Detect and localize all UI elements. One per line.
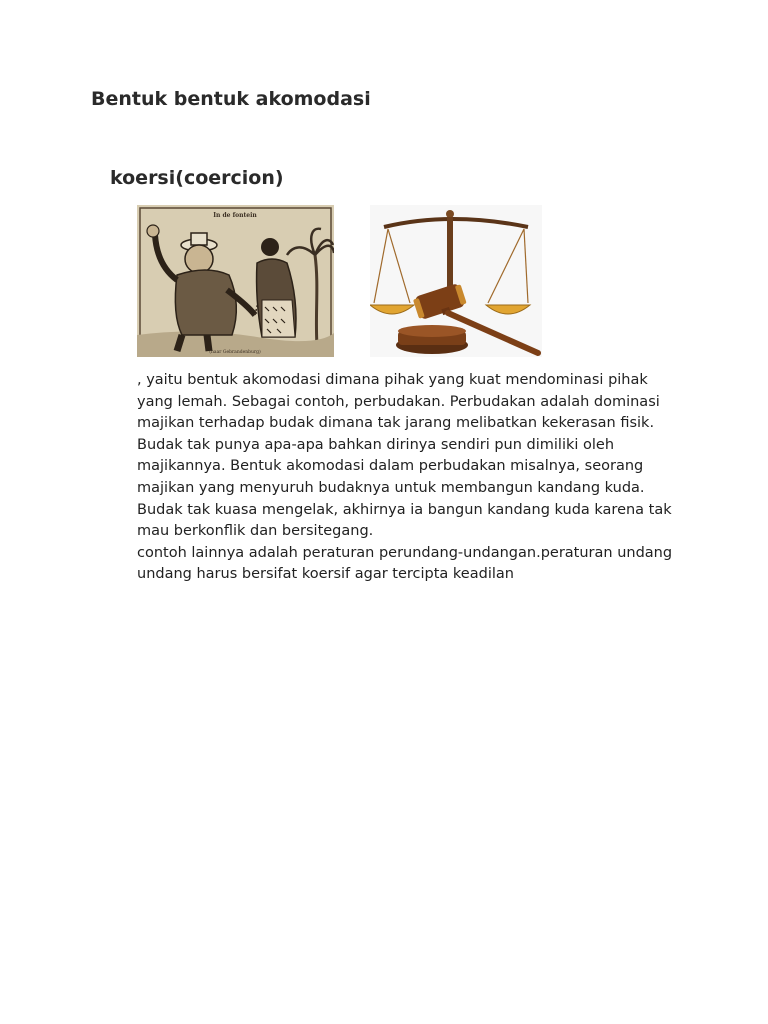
page-title: Bentuk bentuk akomodasi bbox=[91, 88, 371, 110]
scales-of-justice-gavel-icon bbox=[370, 205, 542, 357]
cartoon-caption: In de fontein bbox=[213, 212, 257, 219]
slavery-cartoon-image bbox=[137, 205, 334, 357]
section-heading: koersi(coercion) bbox=[110, 167, 284, 189]
paragraph-example: contoh lainnya adalah peraturan perundang-undangan.peraturan undang undang harus bersifat koersif agar tercipta keadilan bbox=[137, 544, 673, 583]
cartoon-credit: (naar Gebrandenburg) bbox=[209, 350, 261, 355]
paragraph-definition: , yaitu bentuk akomodasi dimana pihak yang kuat mendominasi pihak yang lemah. Sebagai contoh, perbudakan. Perbudakan adalah dominasi majikan terhadap budak dimana tak jarang melibatkan kekerasan fisik. Budak tak punya apa-apa bahkan dirinya sendiri pun dimiliki oleh majikannya. Bentuk akomodasi dalam perbudakan misalnya, seorang majikan yang menyuruh budaknya untuk membangun kandang kuda. Budak tak kuasa mengelak, akhirnya ia bangun kandang kuda karena tak mau berkonflik dan bersitegang. bbox=[137, 372, 672, 540]
body-text bbox=[137, 370, 685, 586]
